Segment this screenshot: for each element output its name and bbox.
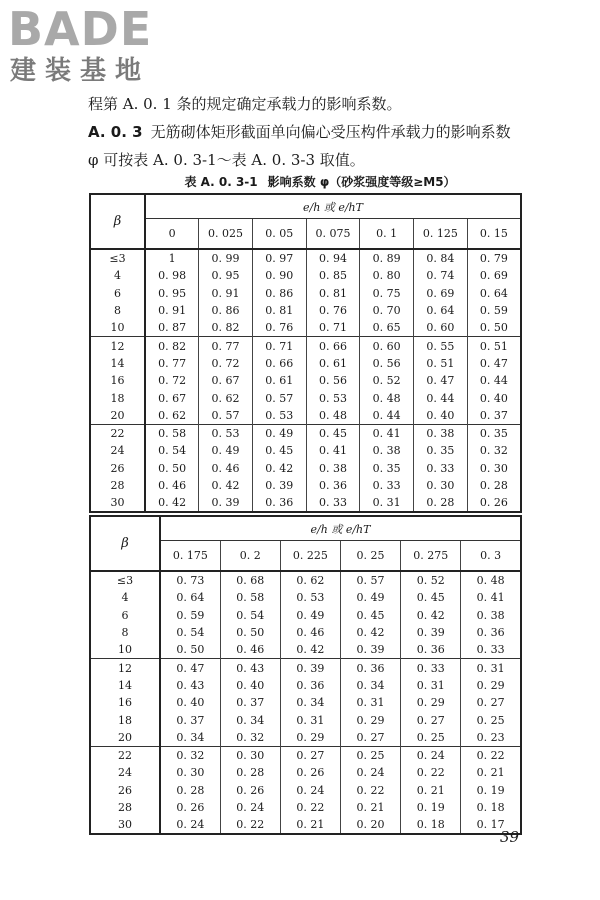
beta-cell: 16: [90, 372, 145, 389]
table-cell: 0. 77: [199, 337, 253, 355]
table-row: [90, 494, 521, 512]
table-cell: 0. 40: [220, 677, 280, 694]
table-cell: 0. 32: [479, 444, 508, 458]
beta-cell: 8: [90, 302, 145, 319]
column-header-row: [90, 219, 521, 250]
table-cell: 1: [145, 249, 199, 267]
table-cell: 0. 27: [280, 746, 340, 764]
table-row: [90, 624, 521, 641]
table-cell: 0. 41: [360, 424, 414, 442]
table-cell: 0. 52: [401, 571, 461, 589]
table-cell: 0. 55: [414, 337, 468, 355]
table-cell: 0. 86: [199, 302, 253, 319]
table-row: [90, 694, 521, 711]
table-cell: 0. 82: [199, 319, 253, 337]
table-cell: 0. 62: [280, 571, 340, 589]
table-cell: 0. 18: [401, 816, 461, 834]
table-cell: 0. 22: [220, 816, 280, 834]
table-cell: 0. 21: [280, 816, 340, 834]
table-cell: 0. 42: [199, 477, 253, 494]
beta-cell: ≤3: [90, 571, 160, 589]
table-cell: 0. 29: [280, 729, 340, 747]
table-cell: 0. 36: [252, 494, 306, 512]
table-cell: 0. 22: [280, 799, 340, 816]
table-cell: 0. 39: [340, 641, 400, 659]
table-cell: 0. 38: [360, 442, 414, 459]
table-cell: 0. 30: [160, 764, 220, 781]
table-cell: 0. 46: [145, 477, 199, 494]
table-cell: 0. 28: [479, 479, 508, 492]
table-cell: 0. 25: [401, 729, 461, 747]
table-cell: 0. 33: [306, 494, 360, 512]
table-cell: 0. 26: [479, 496, 508, 510]
table-cell: 0. 67: [145, 389, 199, 406]
table-row: [90, 729, 521, 747]
table-cell: 0. 35: [467, 424, 521, 442]
table-cell: 0. 69: [479, 269, 508, 283]
column-header: 0. 275: [401, 541, 461, 572]
table-row: [90, 442, 521, 459]
table-cell: 0. 76: [252, 319, 306, 337]
table-cell: 0. 69: [414, 285, 468, 302]
table-title: 影响系数 φ（砂浆强度等级≥M5）: [267, 175, 456, 189]
table-cell: 0. 66: [252, 355, 306, 372]
table-cell: 0. 43: [220, 659, 280, 677]
table-cell: 0. 79: [479, 252, 508, 266]
table-cell: 0. 38: [306, 460, 360, 477]
table-cell: 0. 28: [220, 764, 280, 781]
table-row: [90, 607, 521, 624]
table-cell: 0. 53: [199, 424, 253, 442]
table-cell: 0. 31: [401, 677, 461, 694]
table-cell: 0. 50: [479, 321, 508, 335]
table-row: [90, 267, 521, 284]
table-cell: 0. 60: [360, 337, 414, 355]
beta-cell: 10: [90, 319, 145, 337]
column-header: 0. 1: [360, 219, 414, 250]
table-row: [90, 799, 521, 816]
table-row: [90, 677, 521, 694]
table-row: [90, 249, 521, 267]
table-cell: 0. 82: [145, 337, 199, 355]
table-cell: 0. 89: [360, 249, 414, 267]
table-cell: 0. 44: [414, 389, 468, 406]
beta-cell: 18: [90, 711, 160, 728]
beta-cell: 28: [90, 477, 145, 494]
table-cell: 0. 91: [145, 302, 199, 319]
beta-cell: 22: [90, 424, 145, 442]
table-cell: 0. 42: [340, 624, 400, 641]
table-cell: 0. 41: [476, 591, 505, 605]
table-cell: 0. 24: [160, 816, 220, 834]
table-cell: 0. 19: [401, 799, 461, 816]
table-row: [90, 389, 521, 406]
coefficient-table-part-2: [89, 515, 522, 835]
beta-cell: 6: [90, 285, 145, 302]
table-cell: 0. 46: [280, 624, 340, 641]
table-cell: 0. 34: [160, 729, 220, 747]
column-header: 0. 3: [461, 541, 521, 572]
table-row: [90, 424, 521, 442]
table-cell: 0. 41: [306, 442, 360, 459]
beta-cell: 4: [90, 589, 160, 606]
table-cell: 0. 81: [306, 285, 360, 302]
table-row: [90, 302, 521, 319]
table-cell: 0. 61: [306, 355, 360, 372]
bade-logo: [8, 4, 183, 90]
table-cell: 0. 26: [160, 799, 220, 816]
table-cell: 0. 29: [340, 711, 400, 728]
intro-line-1: 程第 A. 0. 1 条的规定确定承载力的影响系数。: [88, 95, 402, 113]
table-cell: 0. 38: [414, 424, 468, 442]
table-cell: 0. 34: [340, 677, 400, 694]
table-row: [90, 659, 521, 677]
beta-header: β: [90, 194, 145, 249]
table-cell: 0. 47: [414, 372, 468, 389]
table-cell: 0. 53: [280, 589, 340, 606]
table-cell: 0. 98: [145, 267, 199, 284]
table-cell: 0. 23: [476, 730, 505, 744]
table-number: 表 A. 0. 3-1: [184, 175, 258, 189]
table-cell: 0. 51: [414, 355, 468, 372]
table-cell: 0. 24: [280, 782, 340, 799]
table-cell: 0. 94: [306, 249, 360, 267]
table-row: [90, 337, 521, 355]
table-cell: 0. 95: [199, 267, 253, 284]
table-cell: 0. 49: [280, 607, 340, 624]
table-row: [90, 372, 521, 389]
table-cell: 0. 21: [401, 782, 461, 799]
table-cell: 0. 49: [252, 424, 306, 442]
table-cell: 0. 54: [220, 607, 280, 624]
table-cell: 0. 70: [360, 302, 414, 319]
table-cell: 0. 21: [476, 766, 505, 780]
table-cell: 0. 40: [160, 694, 220, 711]
table-cell: 0. 97: [252, 249, 306, 267]
table-cell: 0. 48: [360, 389, 414, 406]
table-cell: 0. 51: [467, 337, 521, 355]
table-cell: 0. 34: [220, 711, 280, 728]
table-cell: 0. 73: [160, 571, 220, 589]
intro-line-3: φ 可按表 A. 0. 3-1～表 A. 0. 3-3 取值。: [88, 151, 365, 169]
table-cell: 0. 34: [280, 694, 340, 711]
table-row: [90, 589, 521, 606]
table-cell: 0. 64: [414, 302, 468, 319]
table-cell: 0. 33: [476, 643, 505, 657]
table-cell: 0. 50: [220, 624, 280, 641]
table-cell: 0. 29: [401, 694, 461, 711]
table-row: [90, 711, 521, 728]
column-header: 0. 25: [340, 541, 400, 572]
table-cell: 0. 20: [340, 816, 400, 834]
table-cell: 0. 68: [220, 571, 280, 589]
table-row: [90, 407, 521, 425]
table-cell: 0. 56: [360, 355, 414, 372]
table-cell: 0. 54: [160, 624, 220, 641]
table-cell: 0. 65: [360, 319, 414, 337]
beta-cell: 26: [90, 782, 160, 799]
table-cell: 0. 26: [220, 782, 280, 799]
table-cell: 0. 67: [199, 372, 253, 389]
table-cell: 0. 25: [476, 713, 505, 727]
beta-cell: 8: [90, 624, 160, 641]
table-cell: 0. 57: [252, 389, 306, 406]
table-cell: 0. 80: [360, 267, 414, 284]
table-cell: 0. 60: [414, 319, 468, 337]
table-cell: 0. 24: [220, 799, 280, 816]
table-cell: 0. 22: [461, 746, 521, 764]
beta-cell: 12: [90, 337, 145, 355]
table-cell: 0. 71: [252, 337, 306, 355]
table-cell: 0. 31: [461, 659, 521, 677]
table-cell: 0. 42: [280, 641, 340, 659]
table-row: [90, 355, 521, 372]
table-cell: 0. 62: [145, 407, 199, 425]
table-cell: 0. 33: [360, 477, 414, 494]
beta-cell: 12: [90, 659, 160, 677]
table-cell: 0. 61: [252, 372, 306, 389]
table-cell: 0. 39: [280, 659, 340, 677]
table-cell: 0. 22: [340, 782, 400, 799]
table-cell: 0. 31: [340, 694, 400, 711]
table-cell: 0. 32: [160, 746, 220, 764]
table-cell: 0. 66: [306, 337, 360, 355]
table-row: [90, 285, 521, 302]
table-row: [90, 477, 521, 494]
table-cell: 0. 30: [220, 746, 280, 764]
column-header: 0. 175: [160, 541, 220, 572]
table-cell: 0. 36: [306, 477, 360, 494]
beta-cell: 14: [90, 677, 160, 694]
table-cell: 0. 32: [220, 729, 280, 747]
table-cell: 0. 77: [145, 355, 199, 372]
column-header: 0. 025: [199, 219, 253, 250]
column-header: 0. 125: [414, 219, 468, 250]
table-cell: 0. 30: [414, 477, 468, 494]
column-header: 0. 05: [252, 219, 306, 250]
table-cell: 0. 35: [414, 442, 468, 459]
table-cell: 0. 24: [401, 746, 461, 764]
table-cell: 0. 31: [360, 494, 414, 512]
table-cell: 0. 64: [160, 589, 220, 606]
table-cell: 0. 48: [306, 407, 360, 425]
table-cell: 0. 36: [476, 626, 505, 640]
table-cell: 0. 74: [414, 267, 468, 284]
table-cell: 0. 44: [479, 374, 508, 388]
beta-cell: 20: [90, 729, 160, 747]
beta-cell: 6: [90, 607, 160, 624]
beta-cell: 4: [90, 267, 145, 284]
table-cell: 0. 64: [479, 286, 508, 300]
section-text: 无筋砌体矩形截面单向偏心受压构件承载力的影响系数: [150, 123, 511, 141]
table-cell: 0. 87: [145, 319, 199, 337]
column-header: 0. 075: [306, 219, 360, 250]
table-cell: 0. 52: [360, 372, 414, 389]
table-cell: 0. 56: [306, 372, 360, 389]
table-cell: 0. 28: [160, 782, 220, 799]
table-cell: 0. 25: [340, 746, 400, 764]
beta-cell: 14: [90, 355, 145, 372]
table-cell: 0. 62: [199, 389, 253, 406]
table-cell: 0. 36: [340, 659, 400, 677]
table-cell: 0. 57: [340, 571, 400, 589]
table-cell: 0. 27: [476, 696, 505, 710]
table-cell: 0. 38: [476, 608, 505, 622]
table-cell: 0. 43: [160, 677, 220, 694]
coefficient-table-part-1: [89, 193, 522, 513]
table-cell: 0. 58: [220, 589, 280, 606]
table-cell: 0. 39: [252, 477, 306, 494]
intro-line-2: [88, 118, 558, 146]
beta-cell: 30: [90, 494, 145, 512]
page-number: 39: [500, 828, 520, 846]
eccentricity-group-header: e/h 或 e/hT: [160, 516, 521, 541]
beta-cell: 16: [90, 694, 160, 711]
column-header: 0. 2: [220, 541, 280, 572]
table-cell: 0. 33: [414, 460, 468, 477]
table-cell: 0. 58: [145, 424, 199, 442]
table-cell: 0. 27: [340, 729, 400, 747]
beta-cell: 26: [90, 460, 145, 477]
table-cell: 0. 37: [160, 711, 220, 728]
table-cell: 0. 36: [280, 677, 340, 694]
table-cell: 0. 36: [401, 641, 461, 659]
table-cell: 0. 40: [479, 391, 508, 405]
table-cell: 0. 45: [306, 424, 360, 442]
table-cell: 0. 27: [401, 711, 461, 728]
table-row: [90, 319, 521, 337]
intro-text: [88, 90, 558, 174]
table-cell: 0. 40: [414, 407, 468, 425]
table-cell: 0. 59: [479, 304, 508, 318]
table-cell: 0. 30: [479, 461, 508, 475]
table-row: [90, 746, 521, 764]
table-cell: 0. 53: [306, 389, 360, 406]
beta-cell: 24: [90, 442, 145, 459]
table-cell: 0. 99: [199, 249, 253, 267]
table-cell: 0. 72: [145, 372, 199, 389]
beta-cell: 22: [90, 746, 160, 764]
table-cell: 0. 42: [401, 607, 461, 624]
beta-cell: 20: [90, 407, 145, 425]
table-cell: 0. 19: [476, 783, 505, 797]
column-header: 0: [145, 219, 199, 250]
table-cell: 0. 84: [414, 249, 468, 267]
table-cell: 0. 37: [220, 694, 280, 711]
table-cell: 0. 90: [252, 267, 306, 284]
table-cell: 0. 59: [160, 607, 220, 624]
table-cell: 0. 31: [280, 711, 340, 728]
table-cell: 0. 53: [252, 407, 306, 425]
table-row: [90, 816, 521, 834]
table-cell: 0. 35: [360, 460, 414, 477]
table-cell: 0. 45: [401, 589, 461, 606]
table-row: [90, 641, 521, 659]
table-cell: 0. 50: [160, 641, 220, 659]
table-cell: 0. 21: [340, 799, 400, 816]
beta-cell: 28: [90, 799, 160, 816]
table-cell: 0. 42: [252, 460, 306, 477]
beta-cell: ≤3: [90, 249, 145, 267]
table-cell: 0. 45: [252, 442, 306, 459]
table-cell: 0. 95: [145, 285, 199, 302]
table-row: [90, 764, 521, 781]
table-cell: 0. 76: [306, 302, 360, 319]
logo-wordmark: BADE: [8, 2, 153, 56]
table-cell: 0. 39: [401, 624, 461, 641]
beta-cell: 24: [90, 764, 160, 781]
table-cell: 0. 49: [199, 442, 253, 459]
table-cell: 0. 54: [145, 442, 199, 459]
beta-header: β: [90, 516, 160, 571]
table-cell: 0. 75: [360, 285, 414, 302]
table-row: [90, 782, 521, 799]
table-cell: 0. 50: [145, 460, 199, 477]
table-cell: 0. 47: [160, 659, 220, 677]
table-cell: 0. 85: [306, 267, 360, 284]
table-cell: 0. 18: [476, 801, 505, 814]
table-cell: 0. 72: [199, 355, 253, 372]
eccentricity-group-header: e/h 或 e/hT: [145, 194, 521, 219]
table-cell: 0. 28: [414, 494, 468, 512]
table-cell: 0. 26: [280, 764, 340, 781]
beta-cell: 10: [90, 641, 160, 659]
table-cell: 0. 49: [340, 589, 400, 606]
table-cell: 0. 45: [340, 607, 400, 624]
table-cell: 0. 29: [476, 678, 505, 692]
logo-chinese-name: 建装基地: [10, 56, 151, 86]
table-cell: 0. 47: [479, 356, 508, 370]
section-number: A. 0. 3: [88, 123, 143, 141]
table-cell: 0. 37: [479, 408, 508, 422]
table-cell: 0. 24: [340, 764, 400, 781]
beta-cell: 18: [90, 389, 145, 406]
table-cell: 0. 46: [220, 641, 280, 659]
table-row: [90, 571, 521, 589]
table-cell: 0. 48: [476, 574, 505, 588]
table-cell: 0. 81: [252, 302, 306, 319]
table-cell: 0. 71: [306, 319, 360, 337]
beta-cell: 30: [90, 816, 160, 834]
table-cell: 0. 46: [199, 460, 253, 477]
column-header: 0. 15: [467, 219, 521, 250]
table-cell: 0. 33: [401, 659, 461, 677]
table-cell: 0. 42: [145, 494, 199, 512]
table-caption: [110, 173, 530, 190]
table-cell: 0. 17: [476, 818, 505, 832]
table-cell: 0. 22: [401, 764, 461, 781]
column-header: 0. 225: [280, 541, 340, 572]
table-cell: 0. 57: [199, 407, 253, 425]
table-cell: 0. 91: [199, 285, 253, 302]
table-cell: 0. 44: [360, 407, 414, 425]
table-cell: 0. 86: [252, 285, 306, 302]
table-cell: 0. 39: [199, 494, 253, 512]
table-row: [90, 460, 521, 477]
